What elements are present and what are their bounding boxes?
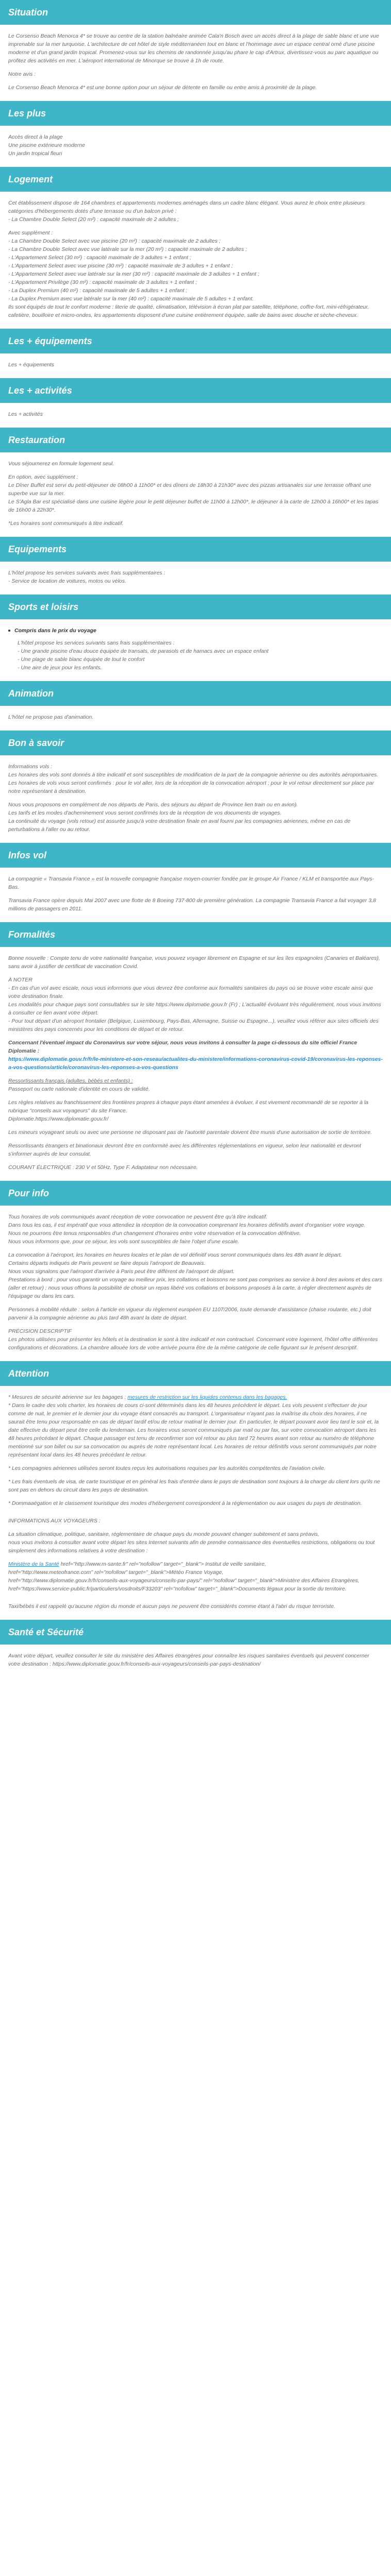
paragraph: Les mineurs voyageant seuls ou avec une personne ne disposant pas de l'autorité parentale doivent être munis d'une autorisation de sortie de territoire.: [8, 1129, 372, 1136]
text: Informations vols :: [8, 764, 53, 770]
paragraph: *Les horaires sont communiqués à titre indicatif.: [8, 520, 124, 527]
section-header-sports: [0, 595, 391, 619]
text: Les tarifs et les modes d'acheminement vous seront confirmés lors de la réception de vos documents de voyages.: [8, 810, 282, 816]
section-body-equipements: [0, 562, 391, 595]
paragraph: Le Corsenso Beach Menorca 4* est une bonne option pour un séjour de détente en famille ou entre amis à proximité de la plage.: [8, 84, 317, 91]
text: Nous vous informons que, pour ce séjour, les vols sont susceptibles de faire l'objet d'une escale.: [8, 1239, 239, 1245]
text: Certains départs indiqués de Paris peuvent se faire depuis l'aéroport de Beauvais.: [8, 1260, 205, 1266]
section-header-attention: [0, 1361, 391, 1386]
text: La convocation à l'aéroport, les horaires en heures locales et le plan de vol définitif vous seront communiqués dans les 48h avant le départ.: [8, 1252, 342, 1258]
list-item: - L'Appartement Select (30 m²) : capacité maximale de 3 adultes + 1 enfant ;: [8, 255, 191, 261]
section-header-sante: [0, 1620, 391, 1645]
paragraph: Ils sont équipés de tout le confort moderne : literie de qualité, climatisation, télévision à écran plat par satellite, téléphone, coffre-fort, mini-réfrigérateur, cafetière, bouilloire et micro-ondes, les appartements disposent d'une cuisine entièrement équipée, salle de bains avec douche et sèche-cheveux.: [8, 304, 369, 318]
paragraph: Vous séjournerez en formule logement seul.: [8, 461, 115, 467]
text: Les photos utilisées pour présenter les hôtels et la destination le sont à titre indicatif et non contractuel. Concernant votre logement, l'hôtel offre différentes configurations et décorations. La chambre allouée lors de votre arrivée pourra être de la même catégorie de celle figurant sur le présent descriptif.: [8, 1336, 378, 1351]
section-header-pour-info: [0, 1181, 391, 1206]
section-body-animation: [0, 706, 391, 731]
section-header-restauration: [0, 428, 391, 452]
paragraph: COURANT ÉLECTRIQUE : 230 V et 50Hz, Type F. Adaptateur non nécessaire.: [8, 1164, 198, 1171]
paragraph: [8, 473, 383, 514]
list-item: - L'Appartement Privilège (30 m²) : capacité maximale de 3 adultes + 1 enfant ;: [8, 279, 197, 285]
paragraph: Taxi/bébés il est rappelé qu'aucune région du monde et aucun pays ne peuvent être considérés comme étant à l'abri du risque terroriste.: [8, 1603, 336, 1609]
paragraph: Personnes à mobilité réduite : selon à l'article en vigueur du règlement européen EU 1107/2006, toute demande d'assistance (chaise roulante, etc.) doit parvenir à la compagnie aérienne au plus tard 48h avant la date de départ.: [8, 1307, 371, 1321]
list-item: - La Duplex Premium (40 m²) : capacité maximale de 5 adultes + 1 enfant ;: [8, 287, 187, 294]
paragraph: [8, 762, 383, 795]
section-title: Les + équipements: [8, 335, 92, 346]
text[interactable]: Diplomatie.https://www.diplomatie.gouv.fr/: [8, 1116, 109, 1122]
text: * Dans le cadre des vols charter, les horaires de cours ci-sont déterminés dans les 48 heures précédent le départ. Les vols peuvent s'effectuer de jour comme de nuit, le premier et le dernier jour du voyage étant consacrés au transport. L'organisateur n'ayant pas la maîtrise du choix des horaires, il ne saurait être tenu pour responsable en cas de départ tardif et/ou de retour matinal le dernier jour. En particulier, le départ pouvant avoir lieu tard le soir et, la date effective du départ peut être celle du lendemain. Les horaires vous seront communiqués par mail ou par fax, sur votre convocation aéroport dans les 48 heures précédant le départ. Chaque passager est tenu de reconfirmer son vol retour au plus tard 72 heures avant son retour au numéro de téléphone mentionné sur son billet ou sur sa convocation ou auprès de notre représentant local. Les horaires de retour définitifs vous seront communiqués par notre représentant local dans les 48 heures précédant le retour.: [8, 1402, 379, 1458]
section-title: Infos vol: [8, 850, 47, 860]
section-header-plus: [0, 101, 391, 126]
sports-details: [18, 639, 383, 672]
paragraph: Bonne nouvelle : Compte tenu de votre nationalité française, vous pouvez voyager librement en Espagne et sur les îles espagnoles (Canaries et Baléares), sans avoir à justifier de certificat de vaccination Covid.: [8, 955, 380, 970]
section-title: Les + activités: [8, 385, 72, 396]
section-body-plus-equipements: [0, 353, 391, 378]
section-header-equipements: [0, 537, 391, 562]
text: Nous vous signalons que l'aéroport d'arrivée à Paris peut être différent de l'aéroport de départ.: [8, 1268, 235, 1275]
paragraph: [8, 976, 383, 1033]
list-item: Un jardin tropical fleuri: [8, 150, 62, 157]
section-header-formalites: [0, 922, 391, 947]
text: Concernant l'éventuel impact du Coronavirus sur votre séjour, nous vous invitons à consulter la page ci-dessous du site officiel France Diplomatie :: [8, 1040, 357, 1054]
text: - Pour tout départ d'un aéroport frontalier (Belgique, Luxembourg, Pays-Bas, Allemagne, Suisse ou Espagne...), veuillez vous référer aux sites officiels des ministères des pays concernés pour les conditions de départ et de retour.: [8, 1018, 379, 1032]
text: Les modalités pour chaque pays sont consultables sur le site https://www.diplomatie.gouv.fr (Fr) ; L'actualité évoluant très régulièrement, nous vous invitons à consulter ce lien avant votre départ.: [8, 1002, 381, 1016]
section-title: Formalités: [8, 929, 56, 940]
ministry-link[interactable]: Ministère de la Santé: [8, 1561, 59, 1567]
text: Ressortissants français (adultes, bébés et enfants) :: [8, 1078, 133, 1084]
text: La situation climatique, politique, sanitaire, réglementaire de chaque pays du monde pouvant changer subitement et sans préavis,: [8, 1531, 319, 1537]
restriction-link[interactable]: mesures de restriction sur les liquides contenus dans les bagages.: [127, 1394, 287, 1400]
paragraph: L'hôtel ne propose pas d'animation.: [8, 714, 94, 720]
text: La continuité du voyage (vols retour) est assurée jusqu'à votre destination finale en aval fourni par les compagnies aériennes, même en cas de perturbations à l'aller ou au retour.: [8, 818, 351, 833]
section-body-plus-activites: [0, 403, 391, 428]
list-item: - L'Appartement Select avec vue piscine (30 m²) : capacité maximale de 3 adultes + 1 enfant ;: [8, 263, 233, 269]
section-header-animation: [0, 681, 391, 706]
paragraph: * Les frais éventuels de visa, de carte touristique et en général les frais d'entrée dans le pays de destination sont toujours à la charge du client lors qu'ils ne sont pas en dehors du circuit dans les pays de destination.: [8, 1479, 380, 1493]
list-item: - Une grande piscine d'eau douce équipée de transats, de parasols et de hamacs avec un espace enfant: [18, 648, 269, 654]
paragraph: [8, 801, 383, 834]
section-title: Restauration: [8, 434, 66, 445]
link[interactable]: https://www.diplomatie.gouv.fr/fr/le-ministere-et-son-reseau/actualites-du-ministere/informations-coronavirus-covid-19/coronavirus-les-reponses-a-vos-questions/article/coronavirus-les-reponses-a-vos-questions: [8, 1056, 383, 1071]
list-item: - L'Appartement Select avec vue latérale sur la mer (30 m²) : capacité maximale de 3 adultes + 1 enfant ;: [8, 271, 259, 277]
list-item: - La Chambre Double Select avec vue latérale sur la mer (20 m²) : capacité maximale de 2 adultes ;: [8, 246, 247, 252]
text: href="http://www.m-sante.fr" rel="nofollow" target="_blank"> Institut de veille sanitaire,: [60, 1561, 266, 1567]
paragraph: [8, 1039, 383, 1072]
text: href="http://www.diplomatie.gouv.fr/fr/conseils-aux-voyageurs/conseils-par-pays/" rel="nofollow" target="_blank">Ministère des Affaires Etrangères, href="https://www.service-public.fr/particuliers/vosdroits/F33203" rel="nofollow" target="_blank">Documents légaux pour la sortie du territoire.: [8, 1578, 360, 1592]
text: Tous horaires de vols communiqués avant réception de votre convocation ne peuvent être qu'à titre indicatif.: [8, 1214, 268, 1220]
text: - La Chambre Double Select (20 m²) : capacité maximale de 2 adultes ;: [8, 216, 179, 223]
text: Le Dîner Buffet est servi du petit-déjeuner de 08h00 à 11h00* et des dîners de 18h30 à 21h30* avec des pizzas artisanales sur une terrasse offrant une superbe vue sur la mer.: [8, 482, 371, 497]
list-item: Une piscine extérieure moderne: [8, 142, 85, 148]
paragraph: [8, 199, 383, 224]
section-header-situation: [0, 0, 391, 25]
section-title: Bon à savoir: [8, 737, 64, 748]
list-item: - Service de location de voitures, motos ou vélos.: [8, 578, 126, 584]
paragraph: L'hôtel propose les services suivants avec frais supplémentaires :: [8, 570, 166, 576]
section-body-formalites: [0, 947, 391, 1181]
text: * Mesures de sécurité aérienne sur les bagages :: [8, 1394, 126, 1400]
paragraph: * Dommaaégation et le classement touristique des modes d'hébergement correspondent à la réglementation ou aux usages du pays de destination.: [8, 1500, 362, 1506]
section-title: Santé et Sécurité: [8, 1626, 84, 1637]
section-header-plus-activites: [0, 378, 391, 403]
text: href="http://www.meteofrance.com" rel="nofollow" target="_blank">Météo France Voyage,: [8, 1569, 224, 1575]
text: Cet établissement dispose de 164 chambres et appartements modernes aménagés dans un cadre blanc élégant. Vous aurez le choix entre plusieurs catégories d'hébergements dotés d'une terrasse ou d'un balcon privé :: [8, 200, 365, 214]
section-header-infos-vol: [0, 843, 391, 868]
section-title: Logement: [8, 174, 53, 184]
text: Passeport ou carte nationale d'identité en cours de validité.: [8, 1086, 150, 1092]
paragraph: La compagnie « Transavia France » est la nouvelle compagnie française moyen-courrier fondée par le groupe Air France / KLM et transportée aux Pays-Bas.: [8, 876, 374, 890]
section-title: Les plus: [8, 108, 46, 118]
section-title: Animation: [8, 688, 54, 699]
section-body-logement: [0, 192, 391, 329]
list-item: - La Chambre Double Select avec vue piscine (20 m²) : capacité maximale de 2 adultes ;: [8, 238, 221, 244]
text: Dans tous les cas, il est impératif que vous attendiez la réception de la convocation comprenant les horaires définitifs avant d'organiser votre voyage.: [8, 1222, 366, 1228]
section-title: Situation: [8, 7, 48, 18]
section-body-situation: [0, 25, 391, 101]
text: Les horaires de vols vous seront confirmés : pour le vol aller, lors de la réception de la convocation aéroport ; pour le vol retour directement sur place par notre représentant à destination.: [8, 780, 374, 794]
paragraph: Notre avis :: [8, 71, 36, 77]
paragraph: [8, 1251, 383, 1300]
paragraph: [8, 1098, 383, 1123]
section-title: Attention: [8, 1368, 49, 1379]
section-body-pour-info: [0, 1206, 391, 1361]
paragraph: * Les compagnies aériennes utilisées seront toutes reçus les autorisations requises par les autorités compétentes de l'aviation civile.: [8, 1465, 325, 1471]
paragraph: Ressortissants étrangers et binationaux devront être en conformité avec les différentes réglementations en vigueur, selon leur nationalité et devront s'informer auprès de leur consulat.: [8, 1143, 362, 1157]
paragraph: Les + activités: [8, 411, 43, 417]
section-body-plus: [0, 126, 391, 167]
text: À NOTER: [8, 977, 32, 983]
text: Le S'Agla Bar est spécialisé dans une cuisine légère pour le petit déjeuner buffet de 11h00 à 12h00*, le déjeuner à la carte de 12h00 à 16h00* et les tapas de 16h00 à 22h30*.: [8, 499, 379, 513]
text: Nous vous proposons en complément de nos départs de Paris, des séjours au départ de Province lien train ou en avion).: [8, 802, 298, 808]
text: Nous ne pourrons être tenus responsables d'un changement d'horaires entre votre réservation et la convocation définitive.: [8, 1230, 301, 1236]
paragraph: Avec supplément :: [8, 230, 53, 236]
section-title: Pour info: [8, 1188, 49, 1198]
paragraph: Les + équipements: [8, 362, 55, 368]
paragraph: Le Corsenso Beach Menorca 4* se trouve au centre de la station balnéaire animée Cala'n Bosch avec un accès direct à la plage de sable blanc et une vue imprenable sur la mer turquoise. L'architecture de cet hôtel de style méditerranéen tout en blanc et l'hommage avec un espace central orné d'une piscine moderne et d'un grand jardin tropical. Promenez-vous sur les chemins de randonnée jusqu'au phare le cap d'Artrux, divertissez-vous au parc aquatique ou profitez des activités en mer. L'aéroport international de Minorque se trouve à 1h de route.: [8, 33, 379, 64]
text: Prestations à bord : pour vous garantir un voyage au meilleur prix, les collations et boissons ne sont pas comprises au service à bord des avions et des cars (aller et retour) ; nous vous offrons la possibilité de choisir un repas libéré vos collations et boissons proposés à la carte, à régler directement auprès de l'équipage ou dans les cars.: [8, 1277, 382, 1299]
paragraph: INFORMATIONS AUX VOYAGEURS :: [8, 1518, 101, 1524]
section-body-sports: [0, 619, 391, 681]
paragraph: [8, 1077, 383, 1093]
section-body-restauration: [0, 452, 391, 537]
section-title: Sports et loisirs: [8, 601, 79, 612]
section-body-infos-vol: [0, 868, 391, 922]
text: nous vous invitons à consulter avant votre départ les sites Internet suivants afin de prendre connaissance des éventuelles restrictions, obligations ou tout simplement des informations relatives à votre destination :: [8, 1539, 375, 1554]
bullet-icon: [8, 630, 10, 632]
section-header-bon-a-savoir: [0, 731, 391, 755]
paragraph: [8, 1560, 383, 1593]
list-item: - La Duplex Premium avec vue latérale sur la mer (40 m²) : capacité maximale de 5 adultes + 1 enfant.: [8, 296, 254, 302]
text: Les règles relatives au franchissement des frontières propres à chaque pays étant amenées à évoluer, il est vivement recommandé de se reporter à la rubrique "conseils aux voyageurs" du site France.: [8, 1099, 369, 1114]
text: - En cas d'un vol avec escale, nous vous informons que vous devrez être conforme aux formalités sanitaires du pays où se trouve votre escale ainsi que votre destination finale.: [8, 985, 373, 999]
paragraph: L'hôtel propose les services suivants sans frais supplémentaires :: [18, 640, 175, 646]
paragraph: [8, 1393, 383, 1459]
paragraph: Avant votre départ, veuillez consulter le site du ministère des Affaires étrangères pour connaître les risques sanitaires éventuels qui peuvent concerner votre destination : https://www.diplomatie.gouv.fr/fr/conseils-aux-voyageurs/conseils-par-pays-destination/: [8, 1653, 369, 1667]
list-item: Accès direct à la plage: [8, 134, 63, 140]
list-item: - Une plage de sable blanc équipée de tout le confort: [18, 656, 145, 663]
text: Les horaires des vols sont donnés à titre indicatif et sont susceptibles de modification de la part de la compagnie aérienne ou des autorités aéroportuaires.: [8, 772, 379, 778]
section-title: Equipements: [8, 544, 67, 554]
section-body-sante: [0, 1645, 391, 1677]
paragraph: Transavia France opère depuis Mai 2007 avec une flotte de 8 Boeing 737-800 de première génération. La compagnie Transavia France a fait voyager 3,8 millions de passagers en 2011.: [8, 897, 376, 912]
section-body-attention: [0, 1386, 391, 1620]
paragraph: [8, 1530, 383, 1555]
bullet-label: Compris dans le prix du voyage: [14, 628, 96, 634]
text: En option, avec supplément :: [8, 474, 78, 480]
list-item: - Une aire de jeux pour les enfants.: [18, 665, 102, 671]
text: PRÉCISION DESCRIPTIF: [8, 1328, 72, 1334]
section-header-plus-equipements: [0, 329, 391, 353]
section-header-logement: [0, 167, 391, 192]
paragraph: [8, 1213, 383, 1246]
paragraph: [8, 1327, 383, 1352]
included-bullet: [8, 626, 383, 635]
section-body-bon-a-savoir: [0, 755, 391, 843]
